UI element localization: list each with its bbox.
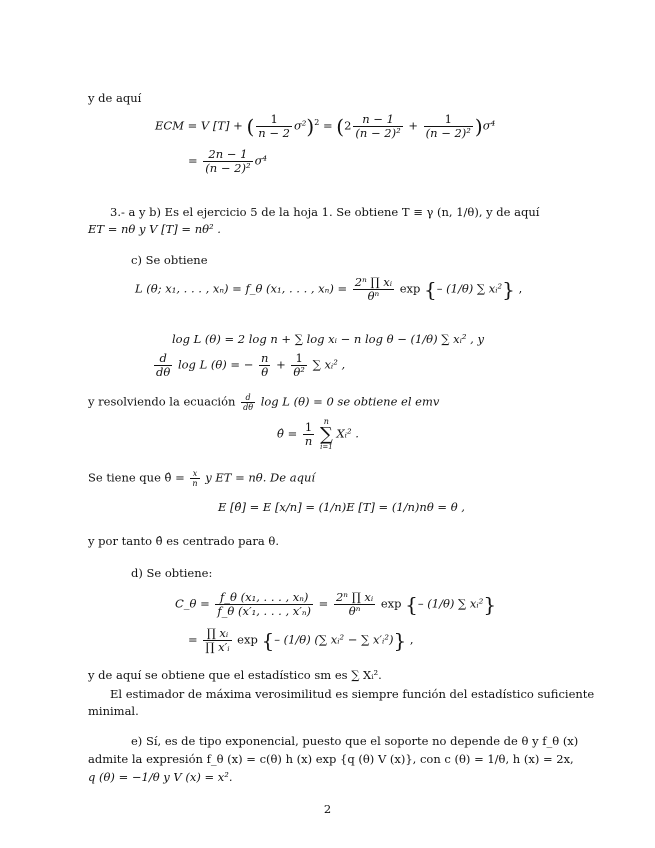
equation-likelihood: L (θ; x₁, . . . , xₙ) = f_θ (x₁, . . . , xₙ) = $\frac{\text{2ⁿ ∏ xᵢ}}{\text{θⁿ}}$ exp {– (1/θ) ∑ xᵢ²} , bbox=[135, 275, 523, 304]
equation-ecm-result: = $\frac{2n - 1}{\text{(n − 2)²}}$ σ⁴ bbox=[188, 147, 268, 176]
equation-emv: θ̂ = $\frac{1}{n}$ n ∑ i=1 Xᵢ² . bbox=[277, 417, 359, 451]
equation-log-likelihood: log L (θ) = 2 log n + ∑ log xᵢ − n log θ − (1/θ) ∑ xᵢ² , y bbox=[172, 332, 484, 346]
equation-ecm: ECM = V [T] + ( $\frac{1}{n - 2}$ σ²)$^2$ = (2 $\frac{n - 1}{\text{(n − 2)²}}$ + $\frac{1}{\text{(n − 2)²}}$ )σ⁴ bbox=[155, 112, 496, 141]
text-line: 3.- a y b) Es el ejercicio 5 de la hoja 1. Se obtiene T ≡ γ (n, 1/θ), y de aquí bbox=[110, 205, 540, 219]
text-line: y resolviendo la ecuación $\frac{d}{d\theta}$ log L (θ) = 0 se obtiene el emv bbox=[88, 393, 440, 413]
text-line: El estimador de máxima verosimilitud es siempre función del estadístico suficiente bbox=[110, 687, 595, 701]
equation-c-theta-simplified: = $\frac{\text{∏ xᵢ}}{\text{∏ x′ᵢ}}$ exp {– (1/θ) (∑ xᵢ² − ∑ x′ᵢ²)} , bbox=[188, 626, 414, 655]
text-line: minimal. bbox=[88, 704, 139, 718]
equation-c-theta: C_θ = $\frac{\text{f\_θ (x₁, . . . , xₙ)}}{\text{f\_θ (x′₁, . . . , x′ₙ)}}$ = $\frac{\text{2ⁿ ∏ xᵢ}}{\text{θⁿ}}$ exp {– (1/θ) ∑ xᵢ²} bbox=[175, 590, 497, 619]
text-line: c) Se obtiene bbox=[131, 253, 208, 267]
equation-derivative: $\frac{d}{d\theta}$ log L (θ) = − $\frac{n}{\theta}$ + $\frac{1}{\text{θ²}}$ ∑ xᵢ² , bbox=[156, 351, 346, 380]
text-line: ET = nθ y V [T] = nθ² . bbox=[88, 222, 221, 236]
page-number: 2 bbox=[323, 802, 332, 816]
text-line: q (θ) = −1/θ y V (x) = x². bbox=[88, 770, 233, 784]
text-line: y de aquí se obtiene que el estadístico sm es ∑ Xᵢ². bbox=[88, 668, 382, 682]
text-line: d) Se obtiene: bbox=[131, 566, 213, 580]
text-line: e) Sí, es de tipo exponencial, puesto que el soporte no depende de θ y f_θ (x) bbox=[131, 734, 579, 748]
text-line: Se tiene que θ̂ = $\frac{x}{n}$ y ET = nθ. De aquí bbox=[88, 469, 316, 489]
text-line: y por tanto θ̂ es centrado para θ. bbox=[88, 534, 279, 548]
text-line: admite la expresión f_θ (x) = c(θ) h (x) exp {q (θ) V (x)}, con c (θ) = 1/θ, h (x) = 2x, bbox=[88, 752, 574, 766]
text-line: y de aquí bbox=[88, 91, 142, 105]
equation-expectation: E [θ̂] = E [x/n] = (1/n)E [T] = (1/n)nθ = θ , bbox=[218, 500, 465, 514]
